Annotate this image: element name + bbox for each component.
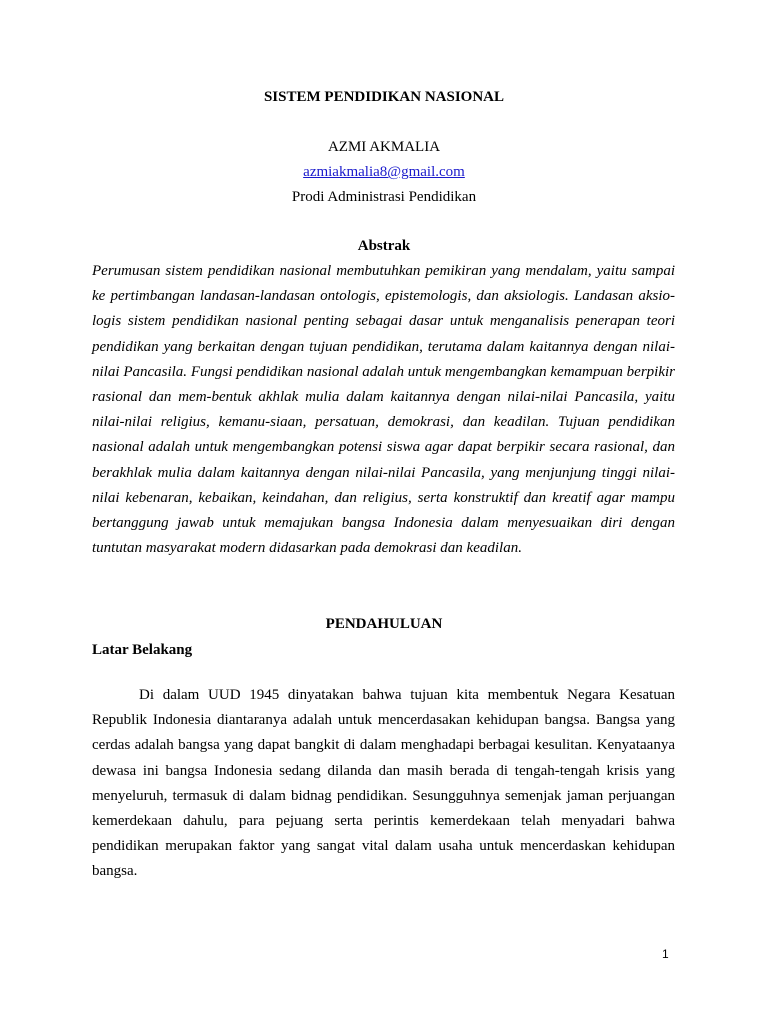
abstract-text: Perumusan sistem pendidikan nasional membutuhkan pemikiran yang mendalam, yaitu sampai ke pertimbangan landasan-landasan ontologis, epistemologis, dan aksiologis. Landasan aksio-logis sistem pendidikan nasional penting sebagai dasar untuk menganalisis penerapan teori pendidikan yang berkaitan dengan tujuan pendidikan, terutama dalam kaitannya dengan nilai-nilai Pancasila. Fungsi pendidikan nasional adalah untuk mengembangkan kemampuan berpikir rasional dan mem-bentuk akhlak mulia dalam kaitannya dengan nilai-nilai Pancasila, yaitu nilai-nilai religius, kemanu-siaan, persatuan, demokrasi, dan keadilan. Tujuan pendidikan nasional adalah untuk mengembangkan potensi siswa agar dapat berpikir secara rasional, dan berakhlak mulia dalam kaitannya dengan nilai-nilai Pancasila, yang menjunjung tinggi nilai-nilai kebenaran, kebaikan, keindahan, dan religius, serta konstruktif dan kreatif agar mampu bertanggung jawab untuk memajukan bangsa Indonesia dalam menyesuaikan diri dengan tuntutan masyarakat modern didasarkan pada demokrasi dan keadilan. — [92, 263, 675, 557]
section-heading: PENDAHULUAN — [325, 616, 443, 632]
body-paragraph: Di dalam UUD 1945 dinyatakan bahwa tujuan kita membentuk Negara Kesatuan Republik Indonesia diantaranya adalah untuk mencerdasakan kehidupan bangsa. Bangsa yang cerdas adalah bangsa yang dapat bangkit di dalam menghadapi berbagai kesulitan. Kenyataanya dewasa ini bangsa Indonesia sedang dilanda dan masih berada di tengah-tengah krisis yang menyeluruh, termasuk di dalam bidnag pendidikan. Sesungguhnya semenjak jaman perjuangan kemerdekaan dahulu, para pejuang serta perintis kemerdekaan telah menyadari bahwa pendidikan merupakan faktor yang sangat vital dalam usaha untuk mencerdaskan kehidupan bangsa. — [92, 687, 675, 880]
subsection-heading: Latar Belakang — [92, 642, 193, 658]
abstract-heading: Abstrak — [357, 238, 411, 254]
author-email-link[interactable]: azmiakmalia8@gmail.com — [303, 164, 465, 180]
author-name: AZMI AKMALIA — [327, 139, 441, 155]
document-title: SISTEM PENDIDIKAN NASIONAL — [263, 89, 505, 105]
author-affiliation: Prodi Administrasi Pendidikan — [291, 189, 477, 205]
page-number: 1 — [662, 947, 669, 961]
